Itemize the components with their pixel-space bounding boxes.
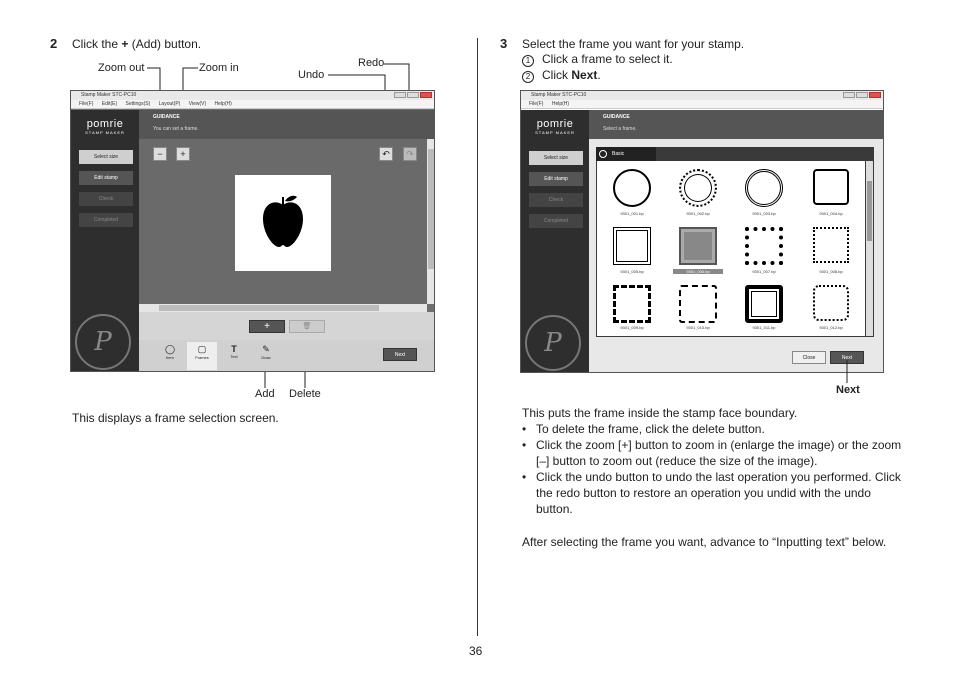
step-3-result: This puts the frame inside the stamp face boundary. xyxy=(522,406,798,420)
pen-icon: ✎ xyxy=(262,344,270,354)
window-title: Stamp Maker STC-PC10 xyxy=(81,92,137,98)
horizontal-scrollbar[interactable] xyxy=(139,304,427,312)
right-callout-lines xyxy=(477,0,954,420)
callout-next: Next xyxy=(836,384,860,396)
close-button[interactable]: Close xyxy=(792,351,826,364)
page-number: 36 xyxy=(469,644,483,658)
next-button-2[interactable]: Next xyxy=(830,351,864,364)
nav-edit-stamp-2[interactable]: Edit stamp xyxy=(529,172,583,186)
instr-plus: + xyxy=(121,37,129,51)
substep-2-number: 2 xyxy=(522,71,534,83)
bullet-text-3: Click the undo button to undo the last operation you performed. Click the redo button to restore an operation you undid with the undo button. xyxy=(536,470,901,516)
callout-add: Add xyxy=(255,388,275,400)
frame-label-011: 9301_011.bp xyxy=(752,325,776,330)
instr-pre: Click the xyxy=(72,37,122,51)
frames-icon: ▢ xyxy=(197,344,207,354)
guidance-title-2: GUIDANCE xyxy=(603,114,630,120)
substep-1-number: 1 xyxy=(522,55,534,67)
frame-action-bar xyxy=(139,312,435,340)
bullet-list xyxy=(522,421,907,517)
bullet-text-2: Click the zoom [+] button to zoom in (enlarge the image) or the zoom [–] button to zoom out (reduce the size of the image). xyxy=(536,438,902,468)
nav-completed-2[interactable]: Completed xyxy=(529,214,583,228)
maximize-button[interactable] xyxy=(407,92,419,98)
text-icon: T xyxy=(231,344,237,354)
nav-select-size-2[interactable]: Select size xyxy=(529,151,583,165)
frame-label-005: 9301_005.bp xyxy=(620,269,644,274)
stamp-maker-window-edit xyxy=(70,90,435,372)
frame-label-004: 9301_004.bp xyxy=(819,211,843,216)
pomrie-logo xyxy=(79,118,131,135)
stamp-maker-seal-icon: P xyxy=(75,314,131,370)
bullet-item-3 xyxy=(522,469,907,517)
tool-text-label: Text xyxy=(230,354,238,359)
frame-label-009: 9301_009.bp xyxy=(620,325,644,330)
callout-redo: Redo xyxy=(358,57,385,69)
edit-canvas-area xyxy=(139,139,427,304)
menu-layout[interactable]: Layout(P) xyxy=(158,101,181,107)
step-3-instruction: Select the frame you want for your stamp. xyxy=(522,37,745,51)
window-titlebar xyxy=(71,91,434,100)
frame-label-001: 9301_001.bp xyxy=(620,211,644,216)
window-title-2: Stamp Maker STC-PC10 xyxy=(531,92,587,98)
zoom-out-button[interactable]: − xyxy=(153,147,167,161)
frame-label-003: 9301_003.bp xyxy=(752,211,776,216)
step-number-3: 3 xyxy=(500,36,508,51)
zoom-in-button[interactable]: + xyxy=(176,147,190,161)
tool-draw[interactable] xyxy=(251,344,281,360)
stamp-maker-seal-icon-2: P xyxy=(525,315,581,371)
nav-check-2[interactable]: Check xyxy=(529,193,583,207)
frame-label-012: 9301_012.bp xyxy=(819,325,843,330)
delete-button[interactable]: 🗑 xyxy=(289,320,325,333)
guidance-bar xyxy=(139,110,434,139)
instr-post: (Add) button. xyxy=(128,37,202,51)
menu-help-2[interactable]: Help(H) xyxy=(551,101,570,107)
bullet-item-2 xyxy=(522,437,907,469)
callout-undo: Undo xyxy=(298,69,325,81)
after-note: After selecting the frame you want, advance to “Inputting text” below. xyxy=(522,535,887,549)
frame-label-008: 9301_008.bp xyxy=(819,269,843,274)
next-button[interactable]: Next xyxy=(383,348,417,361)
menu-view[interactable]: View(V) xyxy=(188,101,207,107)
bullet-item-1 xyxy=(522,421,907,437)
menu-edit[interactable]: Edit(E) xyxy=(101,101,118,107)
stamp-face[interactable] xyxy=(235,175,331,271)
menu-bar xyxy=(71,100,434,109)
add-button[interactable]: + xyxy=(249,320,285,333)
substep-1-text: Click a frame to select it. xyxy=(542,52,673,66)
tool-item[interactable] xyxy=(155,344,185,360)
window-controls xyxy=(394,92,432,98)
callout-zoom-in: Zoom in xyxy=(199,62,239,74)
nav-select-size[interactable]: Select size xyxy=(79,150,133,164)
menu-file[interactable]: File(F) xyxy=(79,101,94,107)
menu-help[interactable]: Help(H) xyxy=(214,101,232,107)
menu-settings[interactable]: Settings(S) xyxy=(125,101,151,107)
frame-label-007: 9301_007.bp xyxy=(752,269,776,274)
nav-edit-stamp[interactable]: Edit stamp xyxy=(79,171,133,185)
nav-check[interactable]: Check xyxy=(79,192,133,206)
apple-icon xyxy=(235,175,331,271)
logo-subtext-2: STAMP MAKER xyxy=(535,130,575,135)
frame-label-010: 9301_010.bp xyxy=(686,325,710,330)
close-window-button[interactable] xyxy=(420,92,432,98)
step-number-2: 2 xyxy=(50,36,58,51)
callout-delete: Delete xyxy=(289,388,321,400)
menu-file-2[interactable]: File(F) xyxy=(529,101,544,107)
app-sidebar xyxy=(71,110,139,371)
tool-frames[interactable] xyxy=(187,342,217,370)
horizontal-scroll-thumb[interactable] xyxy=(159,305,379,311)
vertical-scrollbar[interactable] xyxy=(427,139,435,304)
logo-subtext: STAMP MAKER xyxy=(85,130,125,135)
bullet-dot-icon: • xyxy=(522,438,527,452)
frame-label-002: 9301_002.bp xyxy=(686,211,710,216)
guidance-title: GUIDANCE xyxy=(153,114,180,120)
nav-completed[interactable]: Completed xyxy=(79,213,133,227)
tab-basic-label: Basic xyxy=(612,151,625,157)
guidance-text-2: Select a frame. xyxy=(603,126,637,132)
item-icon: ◯ xyxy=(164,344,176,354)
redo-button[interactable]: ↷ xyxy=(403,147,417,161)
tool-item-label: Item xyxy=(166,355,174,360)
tool-bar xyxy=(139,340,435,372)
logo-text-2: pomrie xyxy=(536,118,574,130)
substep-2-post: . xyxy=(597,68,601,82)
bullet-dot-icon: • xyxy=(522,422,527,436)
guidance-text: You can set a frame. xyxy=(153,126,199,132)
vertical-scroll-thumb[interactable] xyxy=(428,149,434,269)
tool-text[interactable] xyxy=(219,344,249,359)
logo-text: pomrie xyxy=(86,118,124,130)
substep-2-pre: Click xyxy=(542,68,572,82)
tool-draw-label: Draw xyxy=(261,355,271,360)
bullet-dot-icon: • xyxy=(522,470,527,484)
bullet-text-1: To delete the frame, click the delete button. xyxy=(536,422,765,436)
frame-label-006: 9301_006.bp xyxy=(673,269,723,274)
substep-2-bold: Next xyxy=(571,68,598,82)
callout-zoom-out: Zoom out xyxy=(98,62,145,74)
tool-frames-label: Frames xyxy=(195,355,209,360)
minimize-button[interactable] xyxy=(394,92,406,98)
step-2-result: This displays a frame selection screen. xyxy=(72,411,279,425)
undo-button[interactable]: ↶ xyxy=(379,147,393,161)
